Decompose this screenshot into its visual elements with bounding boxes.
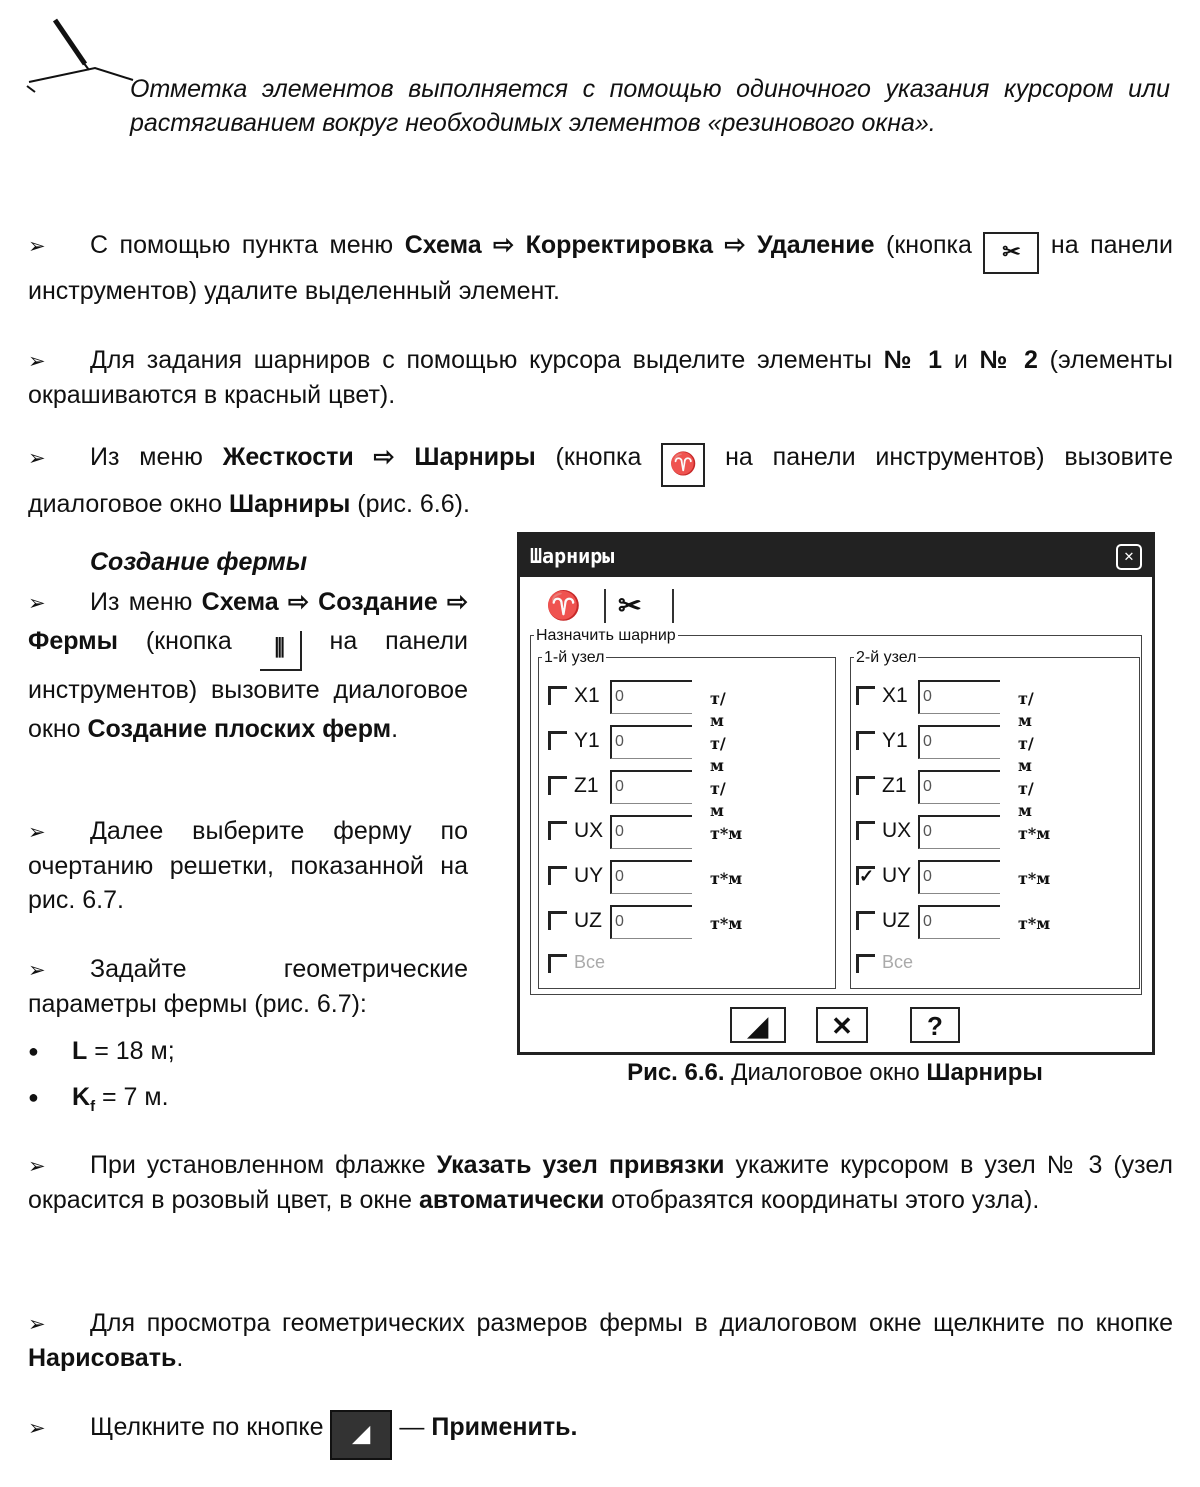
hinge-label: UZ	[882, 909, 910, 932]
step-anchor-node: ➢ При установленном флажке Указать узел привязки укажите курсором в узел № 3 (узел окрасится в розовый цвет, в окне автоматически отобразятся координаты этого узла).	[28, 1151, 1173, 1214]
unit-label: т*м	[710, 869, 743, 888]
menu-path-delete: Схема ⇨ Корректировка ⇨ Удаление	[404, 231, 875, 259]
figure-caption: Рис. 6.6. Диалоговое окно Шарниры	[627, 1059, 1043, 1086]
stiffness-input[interactable]: 0	[610, 770, 692, 804]
hinge-label: Y1	[574, 729, 600, 752]
hinge-checkbox[interactable]	[548, 866, 567, 885]
hinge-checkbox[interactable]	[856, 686, 875, 705]
hinge-checkbox[interactable]	[856, 731, 875, 750]
delete-toolbar-icon: ✂	[983, 232, 1039, 274]
dialog-title: Шарниры	[530, 544, 615, 568]
stiffness-input[interactable]: 0	[918, 905, 1000, 939]
hinge-toolbar-icon: ♈	[661, 443, 705, 487]
stiffness-input[interactable]: 0	[918, 815, 1000, 849]
hinge-label: UX	[574, 819, 604, 842]
unit-label: т/м	[710, 779, 726, 821]
group-title: Назначить шарнир	[536, 627, 676, 644]
stiffness-input[interactable]: 0	[610, 725, 692, 759]
hinge-checkbox[interactable]	[548, 686, 567, 705]
hinges-dialog: Шарниры ✕ ♈ ✂ Назначить шарнир 1-й узел X1 0 т/м Y1 0 т/м Z1 0 т/м UX 0 т*м UY 0 т*м UZ 0 т*м Все 2-й узел X1 0 т/м Y1 0 т/м Z1 0 т/м UX 0 т*м ✓ UY 0 т*м UZ 0 т*м Все ◢ ✕ ?	[517, 532, 1155, 1055]
arrow-bullet-icon: ➢	[28, 235, 46, 258]
stiffness-input[interactable]: 0	[610, 815, 692, 849]
menu-path-truss: Схема ⇨ Создание ⇨ Фермы	[28, 588, 468, 655]
step-select-elements: ➢ Для задания шарниров с помощью курсора выделите элементы № 1 и № 2 (элементы окрашиваются в красный цвет).	[28, 346, 1174, 409]
arrow-bullet-icon: ➢	[28, 350, 46, 373]
arrow-bullet-icon: ➢	[28, 821, 46, 844]
hinge-checkbox[interactable]	[856, 821, 875, 840]
hinge-label: X1	[882, 684, 908, 707]
note-text: Отметка элементов выполняется с помощью одиночного указания курсором или растягиванием вокруг необходимых элементов «резинового окна».	[130, 75, 1170, 137]
dialog-title-bar	[520, 535, 1152, 577]
unit-label: т/м	[710, 689, 726, 731]
toolbar-separator	[604, 589, 606, 623]
step-delete: ➢ С помощью пункта меню Схема ⇨ Корректировка ⇨ Удаление (кнопка ✂ на панели инструментов) удалите выделенный элемент.	[28, 231, 1173, 305]
step-open-hinges: ➢ Из меню Жесткости ⇨ Шарниры (кнопка ♈ на панели инструментов) вызовите диалоговое окно Шарниры (рис. 6.6).	[28, 443, 1174, 518]
pen-note-icon	[25, 18, 135, 98]
help-button[interactable]: ?	[910, 1007, 960, 1043]
arrow-bullet-icon: ➢	[28, 959, 46, 982]
hinge-label: Z1	[882, 774, 907, 797]
step-choose-truss: ➢ Далее выберите ферму по очертанию решетки, показанной на рис. 6.7.	[28, 817, 468, 914]
node1-title: 1-й узел	[544, 649, 605, 666]
unit-label: т/м	[1018, 779, 1034, 821]
hinge-label: UY	[882, 864, 912, 887]
stiffness-input[interactable]: 0	[918, 725, 1000, 759]
parameter-list	[28, 1034, 175, 1126]
stiffness-input[interactable]: 0	[610, 860, 692, 894]
truss-toolbar-icon: ⫼	[260, 631, 302, 671]
hinge-label: X1	[574, 684, 600, 707]
stiffness-input[interactable]: 0	[918, 860, 1000, 894]
unit-label: т*м	[710, 914, 743, 933]
delete-tool-icon[interactable]: ✂	[618, 590, 642, 621]
arrow-bullet-icon: ➢	[28, 592, 46, 615]
arrow-bullet-icon: ➢	[28, 1155, 46, 1178]
cancel-button[interactable]: ✕	[816, 1007, 868, 1043]
step-create-truss: ➢ Из меню Схема ⇨ Создание ⇨ Фермы (кнопка ⫼ на панели инструментов) вызовите диалоговое окно Создание плоских ферм.	[28, 588, 468, 743]
step-apply: ➢ Щелкните по кнопке ◢ — Применить.	[28, 1410, 1173, 1460]
hinge-tool-icon[interactable]: ♈	[546, 590, 581, 621]
section-heading: Создание фермы	[90, 548, 308, 576]
unit-label: т*м	[1018, 869, 1051, 888]
stiffness-input[interactable]: 0	[610, 680, 692, 714]
arrow-bullet-icon: ➢	[28, 447, 46, 470]
stiffness-input[interactable]: 0	[610, 905, 692, 939]
stiffness-input[interactable]: 0	[918, 680, 1000, 714]
hinge-checkbox[interactable]	[856, 911, 875, 930]
arrow-bullet-icon: ➢	[28, 1417, 46, 1440]
list-item: ● L = 18 м;	[28, 1037, 175, 1065]
node2-title: 2-й узел	[856, 649, 917, 666]
unit-label: т*м	[710, 824, 743, 843]
close-icon[interactable]: ✕	[1116, 544, 1142, 570]
hinge-label: UY	[574, 864, 604, 887]
hinge-label: Y1	[882, 729, 908, 752]
all-checkbox[interactable]	[548, 954, 567, 973]
step-geometry: ➢ Задайте геометрические параметры фермы (рис. 6.7):	[28, 955, 468, 1018]
hinge-checkbox[interactable]	[548, 776, 567, 795]
hinge-label: UX	[882, 819, 912, 842]
unit-label: т/м	[1018, 734, 1034, 776]
hinge-checkbox[interactable]	[548, 821, 567, 840]
all-checkbox[interactable]	[856, 954, 875, 973]
unit-label: т*м	[1018, 824, 1051, 843]
apply-button[interactable]: ◢	[730, 1007, 786, 1043]
apply-toolbar-icon: ◢	[330, 1410, 392, 1460]
hinge-label: Z1	[574, 774, 599, 797]
hinge-checkbox[interactable]: ✓	[856, 866, 875, 885]
stiffness-input[interactable]: 0	[918, 770, 1000, 804]
unit-label: т/м	[1018, 689, 1034, 731]
hinge-label: UZ	[574, 909, 602, 932]
arrow-bullet-icon: ➢	[28, 1313, 46, 1336]
unit-label: т*м	[1018, 914, 1051, 933]
toolbar-separator	[672, 589, 674, 623]
unit-label: т/м	[710, 734, 726, 776]
menu-path-hinges: Жесткости ⇨ Шарниры	[222, 443, 536, 471]
step-draw: ➢ Для просмотра геометрических размеров фермы в диалоговом окне щелкните по кнопке Нарисовать.	[28, 1309, 1173, 1372]
list-item: ● $K_f = 7$ м.	[28, 1083, 169, 1115]
hinge-checkbox[interactable]	[548, 911, 567, 930]
hinge-checkbox[interactable]	[548, 731, 567, 750]
hinge-checkbox[interactable]	[856, 776, 875, 795]
